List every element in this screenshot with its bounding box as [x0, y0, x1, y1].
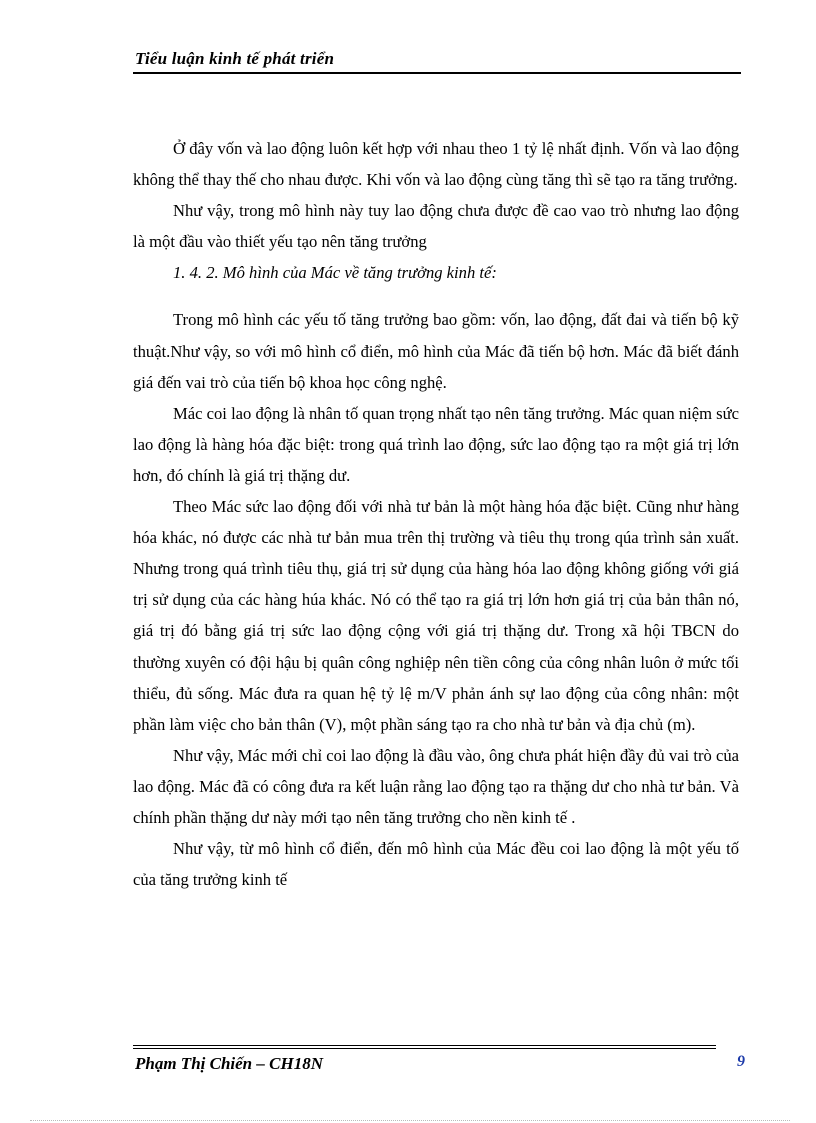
header-divider — [133, 72, 741, 74]
paragraph: Trong mô hình các yếu tố tăng trưởng bao gồm: vốn, lao động, đất đai và tiến bộ kỹ thuật.Như vậy, so với mô hình cổ điển, mô hình của Mác đã tiến bộ hơn. Mác đã biết đánh giá đến vai trò của tiến bộ khoa học công nghệ. — [133, 310, 739, 392]
paragraph: Ở đây vốn và lao động luôn kết hợp với nhau theo 1 tỷ lệ nhất định. Vốn và lao động không thể thay thế cho nhau được. Khi vốn và lao động cùng tăng thì sẽ tạo ra tăng trưởng. — [133, 139, 739, 190]
footer-divider — [133, 1045, 716, 1046]
paragraph: Như vậy, từ mô hình cổ điển, đến mô hình của Mác đều coi lao động là một yếu tố của tăng trưởng kinh tế — [133, 839, 739, 890]
page-number: 9 — [737, 1053, 745, 1070]
document-body — [133, 133, 739, 895]
page-edge — [30, 1120, 790, 1121]
header-title: Tiểu luận kinh tế phát triển — [135, 49, 335, 68]
footer-author: Phạm Thị Chiến – CH18N — [135, 1054, 323, 1073]
paragraph: Mác coi lao động là nhân tố quan trọng nhất tạo nên tăng trưởng. Mác quan niệm sức lao động là hàng hóa đặc biệt: trong quá trình lao động, sức lao động tạo ra một giá trị lớn hơn, đó chính là giá trị thặng dư. — [133, 403, 739, 485]
paragraph: Theo Mác sức lao động đối với nhà tư bản là một hàng hóa đặc biệt. Cũng như hàng hóa khác, nó được các nhà tư bản mua trên thị trường và tiêu thụ trong qúa trình sản xuất. Nhưng trong quá trình tiêu thụ, giá trị sử dụng của hàng hóa lao động không giống với giá trị sử dụng của các hàng húa khác. Nó có thể tạo ra giá trị lớn hơn giá trị của bản thân nó, giá trị đó bằng giá trị sức lao động cộng với giá trị thặng dư. Trong xã hội TBCN do thường xuyên có đội hậu bị quân công nghiệp nên tiền công của công nhân luôn ở mức tối thiểu, đủ sống. Mác đưa ra quan hệ tỷ lệ m/V phản ánh sự lao động của công nhân: một phần làm việc cho bản thân (V), một phần sáng tạo ra cho nhà tư bản và địa chủ (m). — [133, 497, 739, 734]
paragraph: Như vậy, trong mô hình này tuy lao động chưa được đề cao vao trò nhưng lao động là một đầu vào thiết yếu tạo nên tăng trưởng — [133, 201, 739, 252]
section-heading: 1. 4. 2. Mô hình của Mác về tăng trưởng kinh tế: — [173, 263, 497, 283]
paragraph: Như vậy, Mác mới chỉ coi lao động là đầu vào, ông chưa phát hiện đầy đủ vai trò của lao động. Mác đã có công đưa ra kết luận rằng lao động tạo ra thặng dư cho nhà tư bản. Và chính phần thặng dư này mới tạo nên tăng trưởng cho nền kinh tế . — [133, 745, 739, 827]
footer-divider — [133, 1048, 716, 1049]
